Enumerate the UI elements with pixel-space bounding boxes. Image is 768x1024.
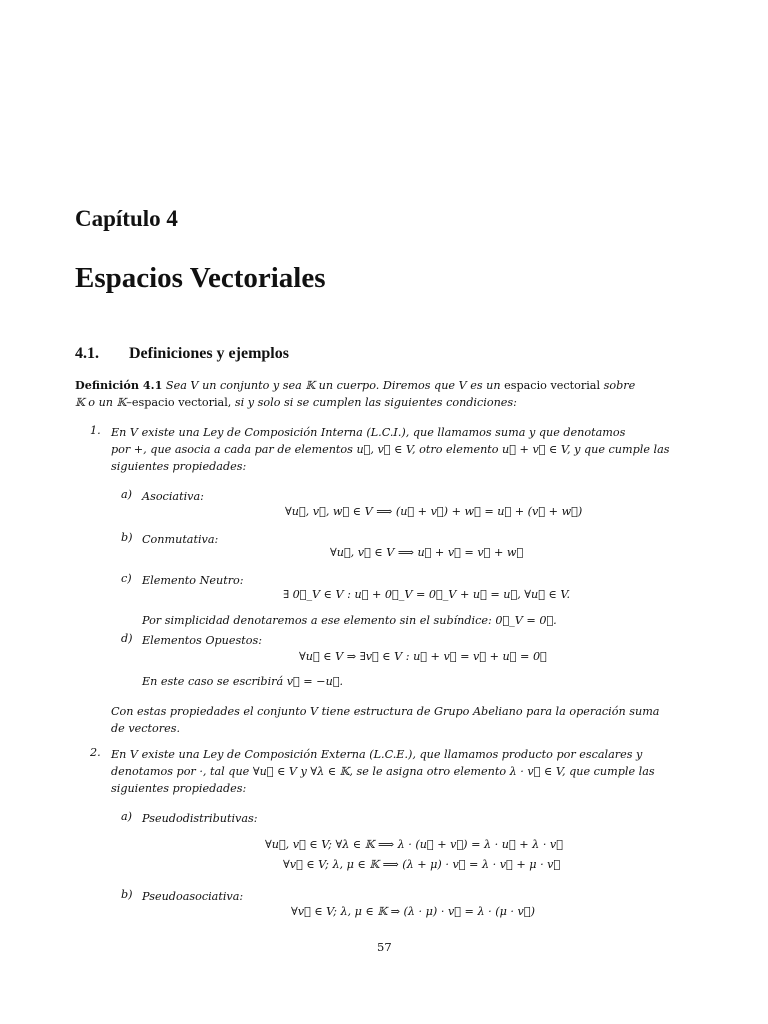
definition-text-1a: Sea V un conjunto y sea 𝕂 un cuerpo. Diremos que V es un bbox=[165, 379, 501, 392]
definition-text-1b: sobre bbox=[603, 379, 636, 392]
item-1a-marker: a) bbox=[121, 488, 133, 501]
item-1d-label: Elementos Opuestos: bbox=[142, 634, 262, 647]
item-2a-equation-2: ∀v⃗ ∈ V; λ, μ ∈ 𝕂 ⟹ (λ + μ) · v⃗ = λ · v⃗ + μ · v⃗ bbox=[283, 858, 561, 871]
section-heading bbox=[75, 345, 289, 363]
page-number: 57 bbox=[377, 940, 392, 954]
item-2a-equation-1: ∀u⃗, v⃗ ∈ V; ∀λ ∈ 𝕂 ⟹ λ · (u⃗ + v⃗) = λ · u⃗ + λ · v⃗ bbox=[265, 838, 563, 851]
item-1a-equation: ∀u⃗, v⃗, w⃗ ∈ V ⟹ (u⃗ + v⃗) + w⃗ = u⃗ + (v⃗ + w⃗) bbox=[285, 505, 583, 518]
item-1b-marker: b) bbox=[121, 531, 133, 544]
item-1-closing-2: de vectores. bbox=[111, 722, 181, 735]
definition-line-2 bbox=[75, 394, 517, 411]
item-1-line-1: En V existe una Ley de Composición Interna (L.C.I.), que llamamos suma y que denotamos bbox=[111, 426, 626, 439]
item-2a-label: Pseudodistributivas: bbox=[142, 812, 258, 825]
item-1c-note: Por simplicidad denotaremos a ese elemento sin el subíndice: 0⃗_V = 0⃗. bbox=[142, 614, 557, 627]
item-1-closing-1: Con estas propiedades el conjunto V tiene estructura de Grupo Abeliano para la operación suma bbox=[111, 705, 660, 718]
item-1d-equation: ∀u⃗ ∈ V ⇒ ∃v⃗ ∈ V : u⃗ + v⃗ = v⃗ + u⃗ = 0⃗ bbox=[299, 650, 547, 663]
item-2-line-1: En V existe una Ley de Composición Externa (L.C.E.), que llamamos producto por escalares y bbox=[111, 748, 643, 761]
item-1-line-2: por +, que asocia a cada par de elementos u⃗, v⃗ ∈ V, otro elemento u⃗ + v⃗ ∈ V, y que cumple las bbox=[111, 443, 670, 456]
item-1a-label: Asociativa: bbox=[142, 490, 204, 503]
item-1c-equation: ∃ 0⃗_V ∈ V : u⃗ + 0⃗_V = 0⃗_V + u⃗ = u⃗, ∀u⃗ ∈ V. bbox=[283, 588, 571, 601]
item-1b-equation: ∀u⃗, v⃗ ∈ V ⟹ u⃗ + v⃗ = v⃗ + w⃗ bbox=[330, 546, 524, 559]
item-1c-marker: c) bbox=[121, 572, 132, 585]
item-2b-label: Pseudoasociativa: bbox=[142, 890, 244, 903]
item-2a-marker: a) bbox=[121, 810, 133, 823]
item-1d-marker: d) bbox=[121, 632, 133, 645]
definition-text-2b: si y solo si se cumplen las siguientes condiciones: bbox=[234, 396, 517, 409]
definition-text-2a: 𝕂 o un 𝕂– bbox=[75, 396, 132, 409]
item-1d-note: En este caso se escribirá v⃗ = −u⃗. bbox=[142, 675, 344, 688]
section-number: 4.1. bbox=[75, 345, 99, 362]
item-2b-equation: ∀v⃗ ∈ V; λ, μ ∈ 𝕂 ⇒ (λ · μ) · v⃗ = λ · (μ · v⃗) bbox=[291, 905, 535, 918]
chapter-label: Capítulo 4 bbox=[75, 206, 178, 231]
item-1-line-3: siguientes propiedades: bbox=[111, 460, 247, 473]
definition-label: Definición 4.1 bbox=[75, 378, 163, 392]
item-2b-marker: b) bbox=[121, 888, 133, 901]
item-2-marker: 2. bbox=[90, 746, 101, 759]
definition-line-1 bbox=[75, 377, 635, 394]
chapter-title: Espacios Vectoriales bbox=[75, 262, 326, 294]
item-1b-label: Conmutativa: bbox=[142, 533, 219, 546]
section-title: Definiciones y ejemplos bbox=[129, 345, 289, 362]
item-1-marker: 1. bbox=[90, 424, 101, 437]
definition-term-1: espacio vectorial bbox=[504, 379, 601, 392]
item-2-line-3: siguientes propiedades: bbox=[111, 782, 247, 795]
item-1c-label: Elemento Neutro: bbox=[142, 574, 244, 587]
definition-term-2: espacio vectorial, bbox=[131, 396, 232, 409]
item-2-line-2: denotamos por ·, tal que ∀u⃗ ∈ V y ∀λ ∈ 𝕂, se le asigna otro elemento λ · v⃗ ∈ V, que cumple las bbox=[111, 765, 655, 778]
